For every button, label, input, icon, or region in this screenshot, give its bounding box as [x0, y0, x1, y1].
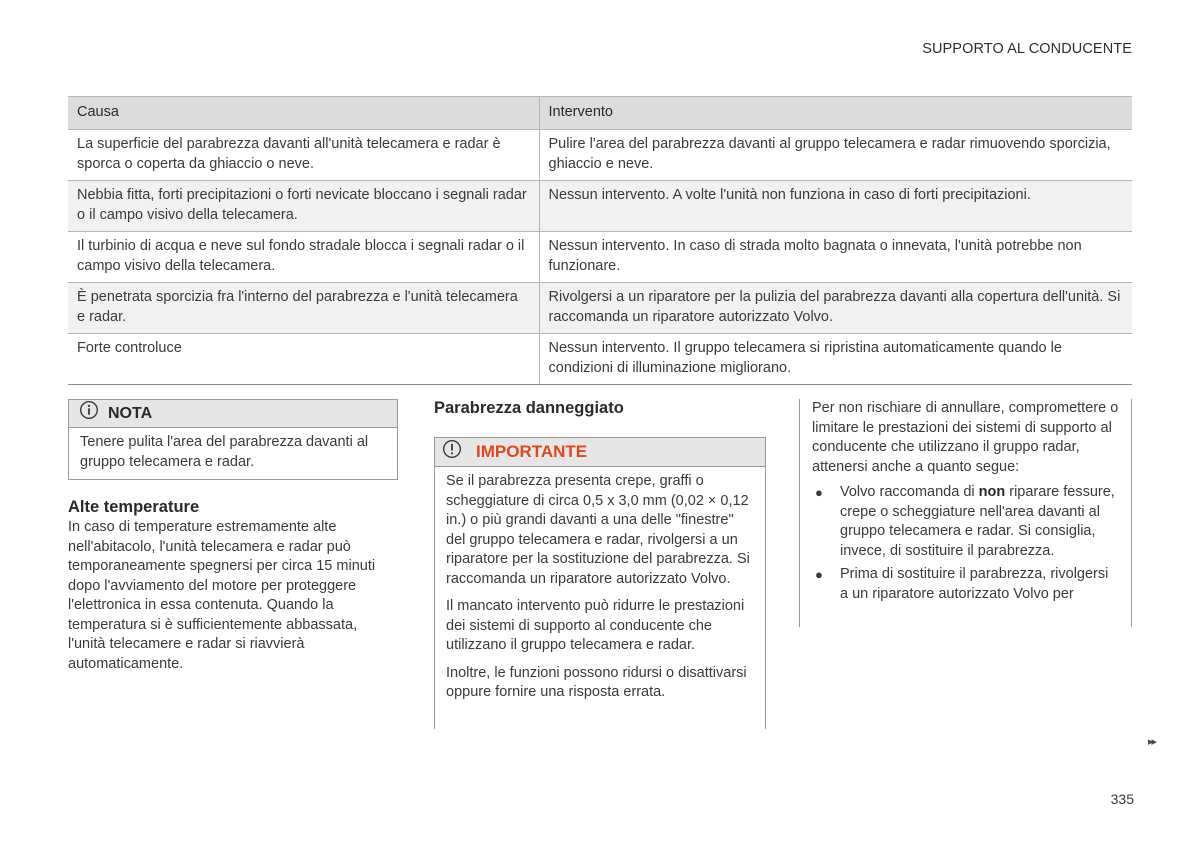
table-row — [68, 283, 1132, 334]
action-cell: Rivolgersi a un riparatore per la pulizia del parabrezza davanti alla copertura dell'unità. Si raccomanda un riparatore autorizzato Volvo. — [539, 283, 1132, 334]
high-temp-text: In caso di temperature estremamente alte nell'abitacolo, l'unità telecamera e radar può temporaneamente spegnersi per circa 15 minuti dopo l'avviamento del motore per proteggere l'elettronica in essa contenuta. Quando la temperatura si è sufficientemente abbassata, l'unità telecamere e radar si riavvierà automaticamente. — [68, 519, 376, 672]
action-cell: Pulire l'area del parabrezza davanti al gruppo telecamera e radar rimuovendo sporcizia, ghiaccio e neve. — [539, 130, 1132, 181]
bullet1-post: riparare fessure, crepe o scheggiature nell'area davanti al gruppo telecamera e radar. Si consiglia, invece, di sostituire il parabrezza. — [840, 484, 1115, 559]
action-cell: Nessun intervento. A volte l'unità non funziona in caso di forti precipitazioni. — [539, 181, 1132, 232]
bullet-icon: ● — [815, 567, 823, 582]
important-box — [434, 437, 766, 729]
troubleshooting-table — [68, 96, 1132, 385]
continue-arrow-icon: ▸▸ — [1148, 736, 1156, 748]
note-box — [68, 399, 398, 480]
damaged-windshield-heading: Parabrezza danneggiato — [434, 399, 624, 417]
cause-cell: Nebbia fitta, forti precipitazioni o forti nevicate bloccano i segnali radar o il campo visivo della telecamera. — [68, 181, 539, 232]
bullet2-text: Prima di sostituire il parabrezza, rivolgersi a un riparatore autorizzato Volvo per — [840, 566, 1109, 602]
table-row — [68, 334, 1132, 385]
recommendation-list — [812, 483, 1119, 604]
info-icon — [79, 400, 99, 427]
bullet-icon: ● — [815, 485, 823, 500]
important-paragraph: Se il parabrezza presenta crepe, graffi o scheggiature di circa 0,5 x 3,0 mm (0,02 × 0,12 in.) o più grandi davanti a una delle "finestre" del gruppo telecamera e radar, rivolgersi a un riparatore per la sostituzione del parabrezza. Si raccomanda un riparatore autorizzato Volvo. — [446, 473, 750, 587]
warning-icon — [442, 439, 462, 466]
column-header-action: Intervento — [539, 97, 1132, 130]
note-text: Tenere pulita l'area del parabrezza davanti al gruppo telecamera e radar. — [80, 434, 369, 470]
table-header-row — [68, 97, 1132, 130]
important-title: IMPORTANTE — [476, 442, 588, 462]
continued-important-column — [799, 399, 1132, 627]
important-header — [435, 438, 765, 467]
table-row — [68, 181, 1132, 232]
note-header — [69, 400, 397, 428]
bullet1-emphasis: non — [978, 484, 1006, 500]
important-paragraph: Il mancato intervento può ridurre le prestazioni dei sistemi di supporto al conducente che utilizzano il gruppo telecamera e radar. — [446, 598, 745, 653]
action-cell: Nessun intervento. Il gruppo telecamera si ripristina automaticamente quando le condizioni di illuminazione migliorano. — [539, 334, 1132, 385]
column-header-cause: Causa — [68, 97, 539, 130]
important-body — [435, 467, 765, 703]
running-header: SUPPORTO AL CONDUCENTE — [922, 41, 1132, 57]
important-paragraph: Inoltre, le funzioni possono ridursi o disattivarsi oppure fornire una risposta errata. — [446, 664, 747, 700]
cause-cell: Forte controluce — [68, 334, 539, 385]
high-temp-heading: Alte temperature — [68, 498, 200, 516]
cause-cell: È penetrata sporcizia fra l'interno del parabrezza e l'unità telecamera e radar. — [68, 283, 539, 334]
cause-cell: Il turbinio di acqua e neve sul fondo stradale blocca i segnali radar o il campo visivo della telecamera. — [68, 232, 539, 283]
bullet1-pre: Volvo raccomanda di — [840, 484, 975, 500]
list-item — [812, 483, 1119, 561]
cause-cell: La superficie del parabrezza davanti all'unità telecamera e radar è sporca o coperta da ghiaccio o neve. — [68, 130, 539, 181]
action-cell: Nessun intervento. In caso di strada molto bagnata o innevata, l'unità potrebbe non funzionare. — [539, 232, 1132, 283]
page-number: 335 — [1110, 791, 1134, 807]
column3-intro: Per non rischiare di annullare, compromettere o limitare le prestazioni dei sistemi di supporto al conducente che utilizzano il gruppo radar, attenersi anche a quanto segue: — [812, 400, 1119, 475]
table-row — [68, 232, 1132, 283]
note-title: NOTA — [108, 404, 153, 422]
list-item — [812, 565, 1119, 604]
table-row — [68, 130, 1132, 181]
